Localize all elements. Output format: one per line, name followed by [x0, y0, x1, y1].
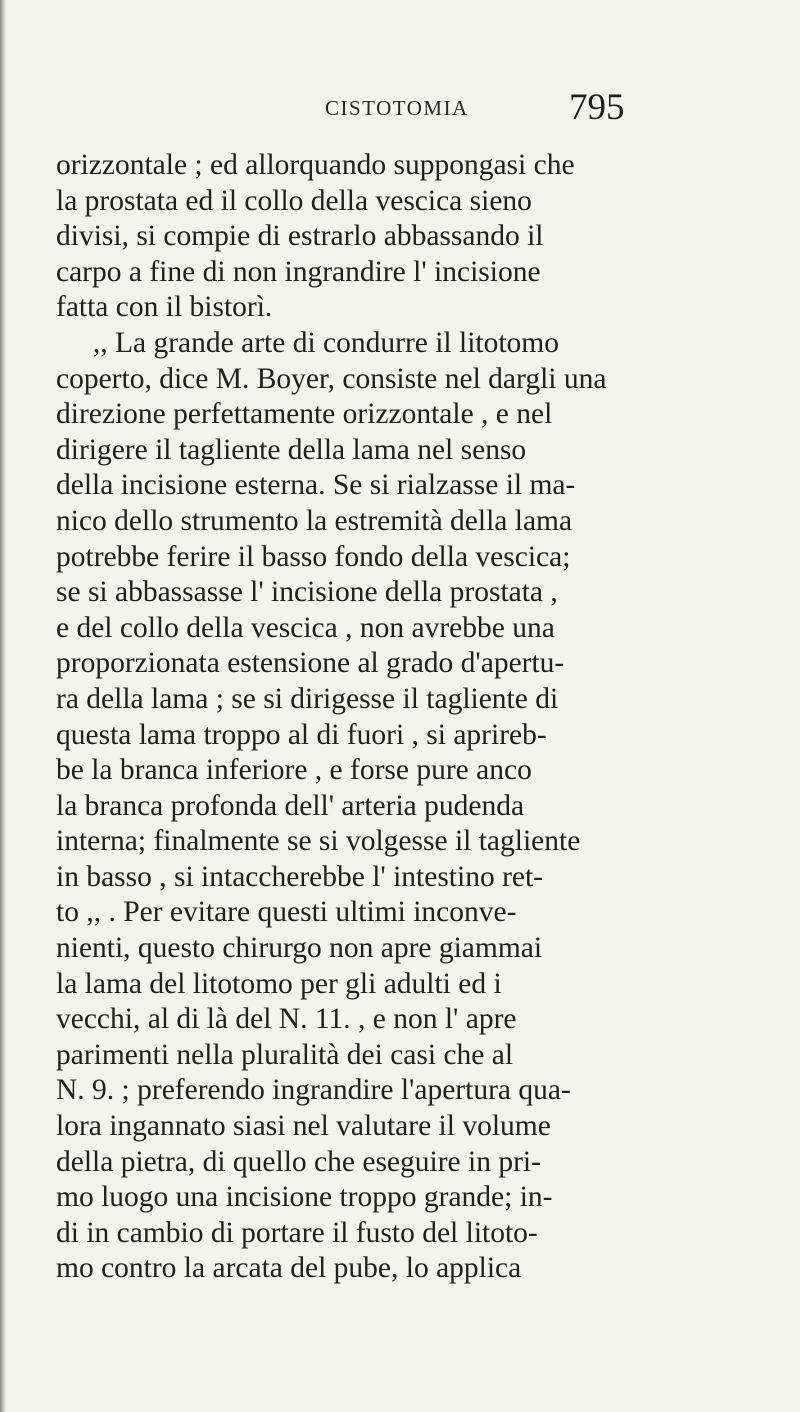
text-line: direzione perfettamente orizzontale , e nel [56, 398, 553, 431]
text-line: proporzionata estensione al grado d'apertu- [56, 647, 565, 680]
page-gutter-shadow [0, 0, 6, 1412]
text-line: potrebbe ferire il basso fondo della vescica; [56, 540, 571, 573]
text-line: nienti, questo chirurgo non apre giammai [56, 932, 543, 965]
text-line: divisi, si compie di estrarlo abbassando il [56, 220, 544, 253]
text-line: se si abbassasse l' incisione della prostata , [56, 576, 558, 609]
text-line: ,, La grande arte di condurre il litotomo [56, 326, 559, 359]
running-title: CISTOTOMIA [325, 96, 469, 120]
text-line: della incisione esterna. Se si rialzasse il ma- [56, 469, 576, 502]
text-line: N. 9. ; preferendo ingrandire l'apertura qua- [56, 1074, 571, 1107]
text-line: ra della lama ; se si dirigesse il tagliente di [56, 682, 559, 715]
text-line: e del collo della vescica , non avrebbe una [56, 611, 555, 644]
text-line: coperto, dice M. Boyer, consiste nel dargli una [56, 362, 607, 395]
text-line: di in cambio di portare il fusto del litoto- [56, 1216, 538, 1249]
text-line: la lama del litotomo per gli adulti ed i [56, 967, 502, 1000]
text-line: be la branca inferiore , e forse pure anco [56, 754, 532, 787]
text-line: interna; finalmente se si volgesse il tagliente [56, 825, 581, 858]
text-line: questa lama troppo al di fuori , si aprireb- [56, 718, 547, 751]
text-line: carpo a fine di non ingrandire l' incisione [56, 255, 541, 288]
text-line: mo contro la arcata del pube, lo applica [56, 1252, 522, 1285]
text-line: la branca profonda dell' arteria pudenda [56, 789, 525, 822]
text-line: della pietra, di quello che eseguire in pri- [56, 1145, 541, 1178]
text-line: vecchi, al di là del N. 11. , e non l' apre [56, 1003, 517, 1036]
text-line: in basso , si intaccherebbe l' intestino ret- [56, 860, 544, 893]
text-line: nico dello strumento la estremità della lama [56, 504, 573, 537]
text-line: mo luogo una incisione troppo grande; in- [56, 1181, 553, 1214]
text-line: dirigere il tagliente della lama nel senso [56, 433, 527, 466]
text-line: la prostata ed il collo della vescica sieno [56, 184, 532, 217]
text-line: to ,, . Per evitare questi ultimi inconve- [56, 896, 517, 929]
page-number: 795 [569, 87, 625, 128]
text-line: orizzontale ; ed allorquando suppongasi che [56, 149, 575, 181]
page-header [0, 87, 800, 136]
text-line: lora ingannato siasi nel valutare il volume [56, 1110, 551, 1143]
body-text [56, 148, 776, 1287]
text-line: fatta con il bistorì. [56, 291, 273, 324]
text-line: parimenti nella pluralità dei casi che al [56, 1038, 514, 1071]
